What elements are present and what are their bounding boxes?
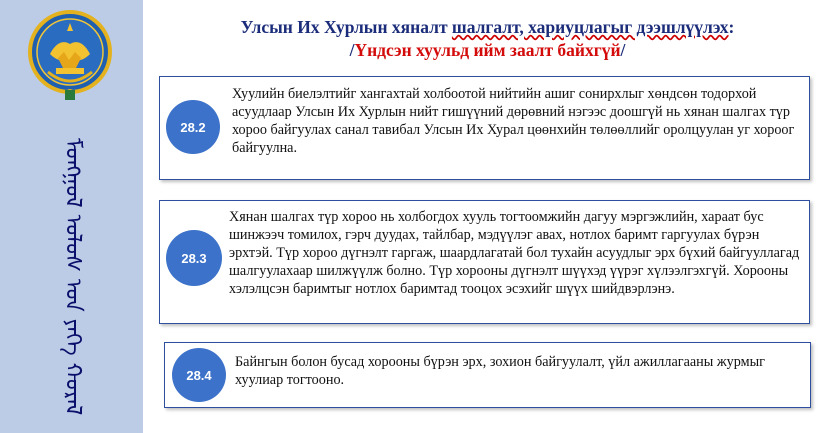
title-note: Үндсэн хуульд ийм заалт байхгүй [354, 40, 621, 60]
title-line-2 [160, 39, 815, 62]
title-underlined: шалгалт, хариуцлагыг дээшлүүлэх [451, 17, 729, 37]
article-number: 28.3 [181, 250, 207, 266]
article-text: Хянан шалгах түр хороо нь холбогдох хууль тогтоомжийн дагуу мэргэжлийн, хараат бус шинжээч томилох, гэрч дуудах, тайлбар, мэдүүлэг авах, нотлох баримт гаргуулах бүрэн эрхтэй. Түр хороо дүгнэлт гаргаж, шаардлагатай бол тухайн асуудлыг эрх бүхий байгууллагад шалгуулахаар шилжүүлж болно. Түр хорооны дүгнэлт шүүхэд үүрэг хүлээлгэхгүй. Хорооны хэлэлцсэн баримтыг нотлох баримтад тооцох эсэхийг шүүх шийдвэрлэнэ. [229, 209, 800, 297]
mongolia-state-emblem-icon [28, 10, 112, 102]
article-text: Хуулийн биелэлтийг хангахтай холбоотой нийтийн ашиг сонирхлыг хөндсөн тодорхой асуудлаар Улсын Их Хурлын нийт гишүүний дөрөвний нэгээс доошгүй нь хянан шалгах түр хороо байгуулах санал тавибал Улсын Их Хурал цөөнхийн төлөөллийг оролцуулан уг хороог байгуулна. [232, 86, 795, 156]
article-number-badge [172, 348, 226, 402]
title-open-slash: / [349, 40, 355, 60]
article-number: 28.4 [186, 367, 212, 383]
sidebar [0, 0, 143, 433]
article-card-28-4 [164, 342, 811, 408]
article-number: 28.2 [180, 119, 206, 135]
article-card-28-3 [159, 200, 810, 324]
mongolian-script-caption [50, 132, 94, 422]
title-line-1 [160, 16, 815, 39]
article-number-badge [166, 100, 220, 154]
article-card-28-2 [159, 76, 810, 180]
article-number-badge [166, 230, 222, 286]
mongolian-script-text: ᠮᠣᠩᠭᠣᠯ ᠤᠯᠤᠰ ᠤᠨ ᠶᠡᠬᠡ ᠬᠤᠷᠠᠯ [60, 138, 85, 416]
title-prefix: Улсын Их Хурлын хяналт [240, 17, 452, 37]
article-text: Байнгын болон бусад хорооны бүрэн эрх, зохион байгуулалт, үйл ажиллагааны журмыг хуулиар тогтооно. [235, 354, 765, 388]
title-suffix: : [728, 17, 735, 37]
title-close-slash: / [620, 40, 626, 60]
slide-title [160, 16, 815, 62]
